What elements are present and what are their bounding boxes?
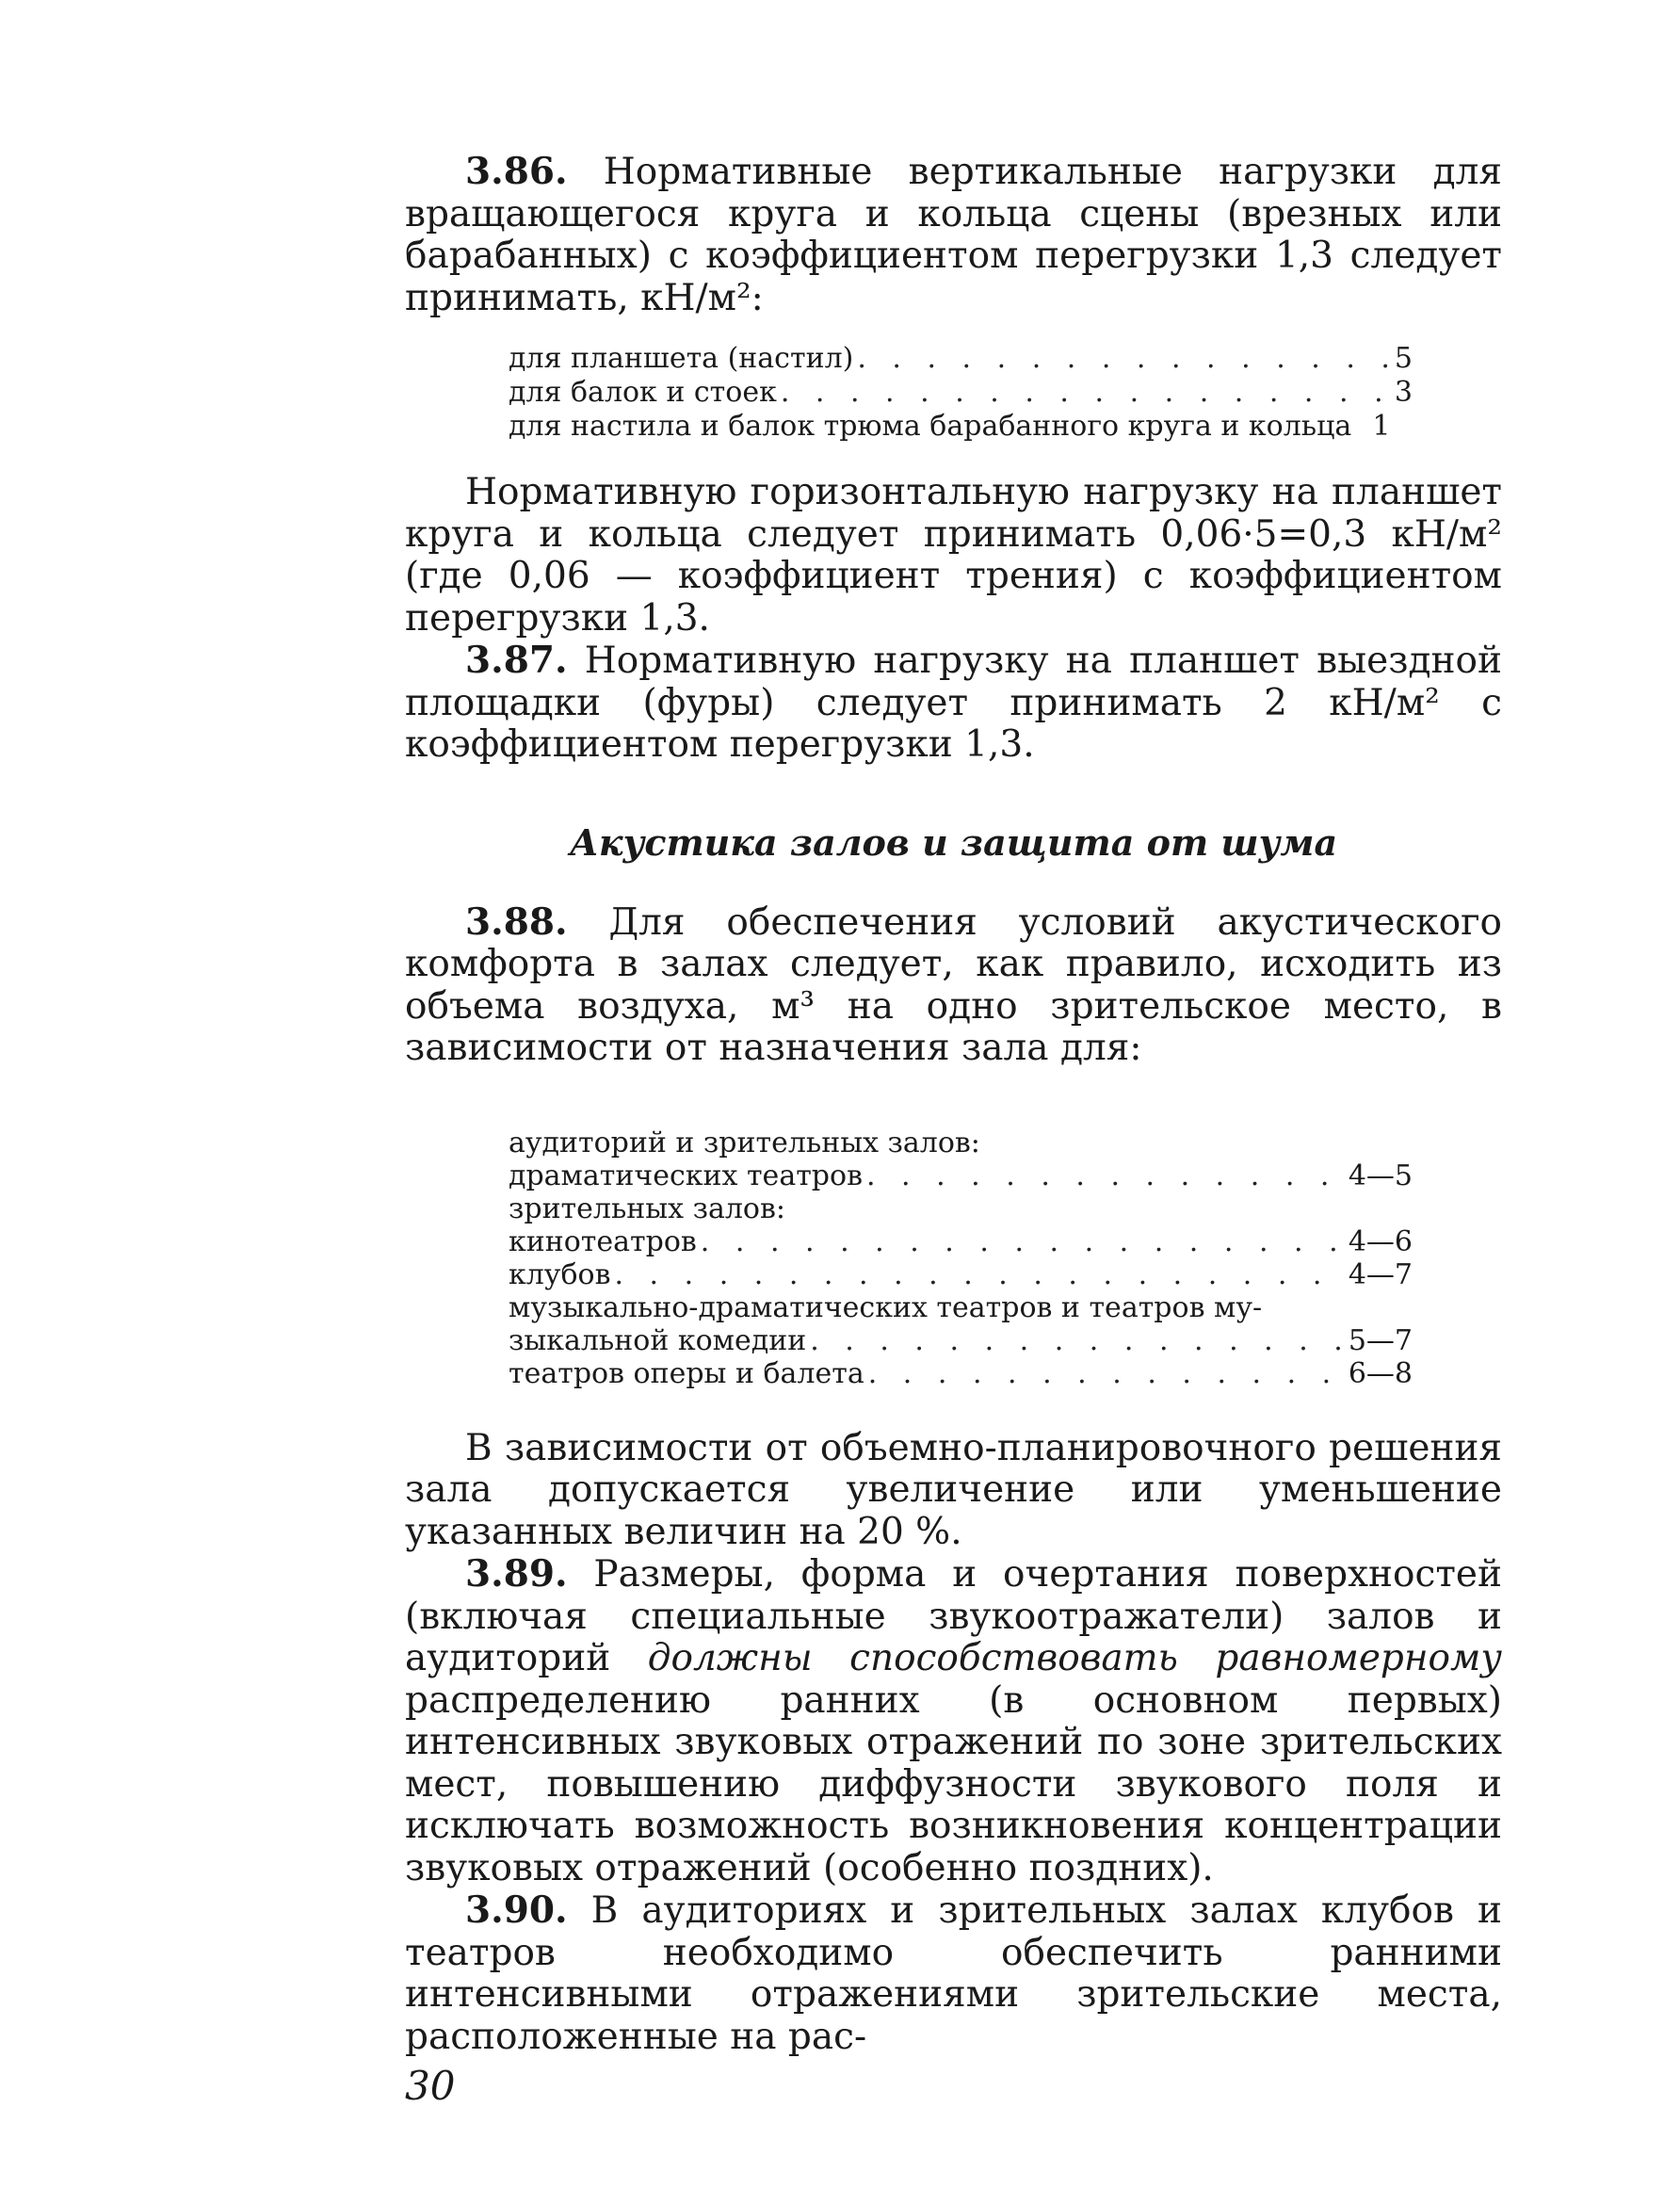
paragraph-3-88-continued: В зависимости от объемно-планировочного решения зала допускается увеличение или уменьшение указанных величин на 20 %. bbox=[405, 1426, 1502, 1553]
list-item-label: драматических театров bbox=[509, 1159, 863, 1192]
list-item-value: 4—5 bbox=[1348, 1159, 1413, 1192]
paragraph-3-86 bbox=[405, 151, 1502, 319]
list-item-value: 4—6 bbox=[1348, 1224, 1413, 1258]
clause-number: 3.88. bbox=[465, 900, 568, 944]
list-item-label: для настила и балок трюма барабанного круга и кольца bbox=[509, 410, 1352, 443]
dot-leader bbox=[863, 1159, 1347, 1192]
paragraph-text: распределению ранних (в основном первых) интенсивных звуковых отражений по зоне зрительских мест, повышению диффузности звукового поля и исключать возможность возникновения концентрации звуковых отражений (особенно поздних). bbox=[405, 1678, 1502, 1889]
paragraph-text: Размеры, форма и очертания поверхностей (включая специальные звукоотражатели) залов и аудиторий bbox=[405, 1553, 1502, 1679]
volume-list bbox=[509, 1126, 1413, 1390]
list-item-value: 1 bbox=[1372, 410, 1391, 443]
list-item-label: зыкальной комедии bbox=[509, 1323, 807, 1357]
paragraph-italic-text: должны способствовать равномерному bbox=[647, 1637, 1502, 1679]
list-group-header: аудиторий и зрительных залов: bbox=[509, 1126, 980, 1159]
paragraph-text: Нормативные вертикальные нагрузки для вращающегося круга и кольца сцены (врезных или барабанных) с коэффициентом перегрузки 1,3 следует принимать, кН/м²: bbox=[405, 151, 1502, 319]
paragraph-3-86-continued: Нормативную горизонтальную нагрузку на планшет круга и кольца следует принимать 0,06·5=0,3 кН/м² (где 0,06 — коэффициент трения) с коэффициентом перегрузки 1,3. bbox=[405, 471, 1502, 640]
list-item bbox=[509, 342, 1413, 376]
list-item-value: 5—7 bbox=[1348, 1323, 1413, 1357]
list-item bbox=[509, 1357, 1413, 1390]
paragraph-text: Нормативную нагрузку на планшет выездной площадки (фуры) следует принимать 2 кН/м² с коэффициентом перегрузки 1,3. bbox=[405, 640, 1502, 766]
dot-leader bbox=[806, 1324, 1347, 1357]
list-item bbox=[509, 1324, 1413, 1357]
paragraph-text: В аудиториях и зрительных залах клубов и театров необходимо обеспечить ранними интенсивными отражениями зрительские места, расположенные на рас- bbox=[405, 1889, 1502, 2058]
list-item bbox=[509, 1258, 1413, 1291]
clause-number: 3.87. bbox=[465, 639, 568, 682]
list-item bbox=[509, 1159, 1413, 1192]
dot-leader bbox=[864, 1357, 1347, 1390]
list-group-header: зрительных залов: bbox=[509, 1191, 785, 1225]
clause-number: 3.86. bbox=[465, 150, 568, 193]
list-item bbox=[509, 410, 1413, 444]
paragraph-3-89 bbox=[405, 1553, 1502, 1889]
list-item-value: 6—8 bbox=[1348, 1356, 1413, 1390]
dot-leader bbox=[853, 342, 1395, 376]
dot-leader bbox=[697, 1225, 1347, 1258]
list-item-label: для балок и стоек bbox=[509, 376, 777, 409]
dot-leader bbox=[777, 376, 1395, 410]
document-page bbox=[405, 151, 1502, 2058]
paragraph-text: Для обеспечения условий акустического комфорта в залах следует, как правило, исходить из объема воздуха, м³ на одно зрительское место, в зависимости от назначения зала для: bbox=[405, 900, 1502, 1069]
load-list bbox=[509, 342, 1413, 444]
clause-number: 3.89. bbox=[465, 1552, 568, 1596]
list-item-value: 3 bbox=[1394, 376, 1413, 409]
list-item-label: кинотеатров bbox=[509, 1224, 697, 1258]
dot-leader bbox=[610, 1258, 1347, 1291]
list-item-label: для планшета (настил) bbox=[509, 342, 854, 375]
paragraph-3-90 bbox=[405, 1889, 1502, 2058]
clause-number: 3.90. bbox=[465, 1888, 568, 1932]
list-item-value: 5 bbox=[1394, 342, 1413, 375]
page-number: 30 bbox=[405, 2063, 456, 2109]
list-item-label: клубов bbox=[509, 1257, 611, 1291]
paragraph-3-87 bbox=[405, 640, 1502, 767]
list-item bbox=[509, 376, 1413, 410]
list-item-label: театров оперы и балета bbox=[509, 1356, 864, 1390]
paragraph-3-88 bbox=[405, 901, 1502, 1070]
section-heading: Акустика залов и защита от шума bbox=[569, 820, 1338, 864]
list-item-wrapped-line: музыкально-драматических театров и театров му- bbox=[509, 1290, 1263, 1324]
list-item bbox=[509, 1225, 1413, 1258]
list-item-value: 4—7 bbox=[1348, 1257, 1413, 1291]
